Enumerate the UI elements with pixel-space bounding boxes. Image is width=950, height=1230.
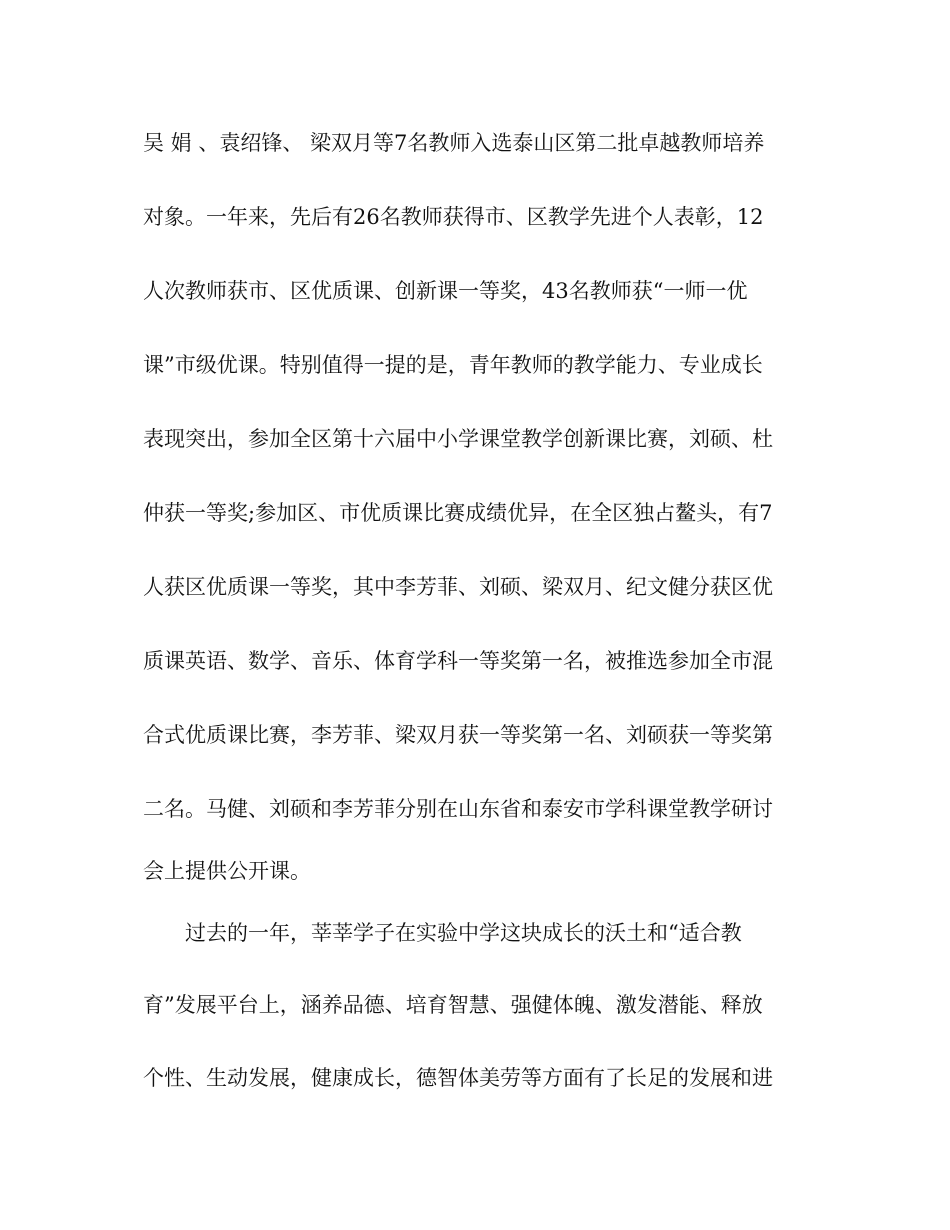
paragraph-line: 个性、生动发展，健康成长，德智体美劳等方面有了长足的发展和进 bbox=[143, 1066, 773, 1090]
paragraph-line: 人获区优质课一等奖，其中李芳菲、刘硕、梁双月、纪文健分获区优 bbox=[143, 575, 773, 599]
paragraph-line: 会上提供公开课。 bbox=[143, 859, 311, 883]
paragraph-line: 质课英语、数学、音乐、体育学科一等奖第一名，被推选参加全市混 bbox=[143, 649, 773, 673]
paragraph-line: 吴 娟 、袁绍锋、 梁双月等7名教师入选泰山区第二批卓越教师培养 bbox=[143, 131, 765, 155]
paragraph-line: 仲获一等奖;参加区、市优质课比赛成绩优异，在全区独占鳌头，有7 bbox=[143, 501, 773, 525]
paragraph-line: 过去的一年，莘莘学子在实验中学这块成长的沃土和“适合教 bbox=[185, 921, 742, 945]
paragraph-line: 表现突出，参加全区第十六届中小学课堂教学创新课比赛，刘硕、杜 bbox=[143, 427, 773, 451]
paragraph-line: 对象。一年来，先后有26名教师获得市、区教学先进个人表彰，12 bbox=[143, 205, 764, 229]
paragraph-line: 育”发展平台上，涵养品德、培育智慧、强健体魄、激发潜能、释放 bbox=[143, 993, 763, 1017]
paragraph-line: 二名。马健、刘硕和李芳菲分别在山东省和泰安市学科课堂教学研讨 bbox=[143, 797, 773, 821]
paragraph-line: 课”市级优课。特别值得一提的是，青年教师的教学能力、专业成长 bbox=[143, 353, 763, 377]
paragraph-line: 人次教师获市、区优质课、创新课一等奖，43名教师获“一师一优 bbox=[143, 279, 748, 303]
paragraph-line: 合式优质课比赛，李芳菲、梁双月获一等奖第一名、刘硕获一等奖第 bbox=[143, 723, 773, 747]
